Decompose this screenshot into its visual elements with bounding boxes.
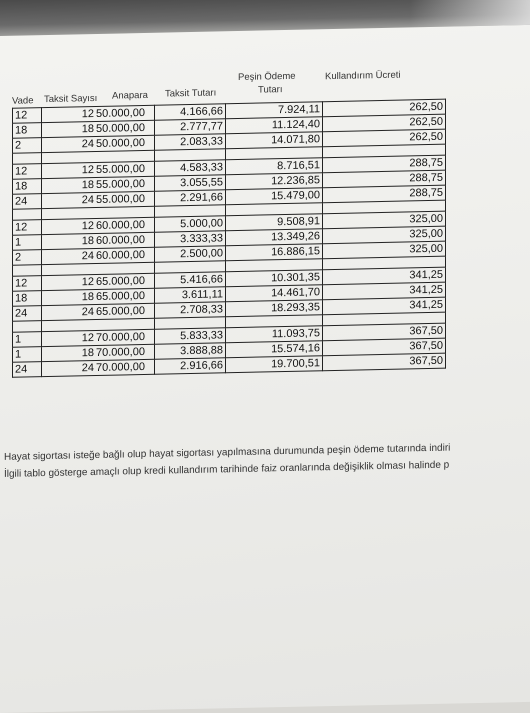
- anapara-cell: 60.000,00: [96, 247, 155, 263]
- pesin-odeme-cell: 15.574,16: [226, 341, 323, 358]
- anapara-cell: 65.000,00: [96, 273, 155, 289]
- taksit-tutari-cell: 5.000,00: [155, 216, 226, 232]
- pesin-odeme-cell: 11.093,75: [226, 326, 323, 343]
- taksit-tutari-cell: 5.833,33: [155, 328, 226, 344]
- footer-note-line1: Hayat sigortası isteğe bağlı olup hayat sigortası yapılmasına durumunda peşin ödeme tutarında indiri: [4, 442, 451, 463]
- header-taksit-sayisi: Taksit Sayısı: [44, 92, 98, 106]
- taksit-sayisi-cell: 12: [42, 162, 97, 178]
- kullandirim-ucreti-cell: 325,00: [323, 241, 446, 259]
- taksit-sayisi-cell: 18: [42, 233, 97, 249]
- kullandirim-ucreti-cell: 262,50: [323, 99, 446, 117]
- rates-table-body: [13, 99, 446, 377]
- kullandirim-ucreti-cell: 341,25: [323, 297, 446, 315]
- taksit-tutari-cell: 5.416,66: [155, 272, 226, 288]
- taksit-tutari-cell: 2.708,33: [155, 302, 226, 318]
- vade-cell: 12: [13, 108, 42, 124]
- header-vade: Vade: [12, 95, 34, 107]
- anapara-cell: 55.000,00: [96, 161, 155, 177]
- vade-cell: 12: [13, 220, 42, 236]
- taksit-tutari-cell: 2.777,77: [155, 119, 226, 135]
- vade-cell: 24: [13, 362, 42, 378]
- anapara-cell: 70.000,00: [96, 344, 155, 360]
- anapara-cell: 70.000,00: [96, 329, 155, 345]
- kullandirim-ucreti-cell: 341,25: [323, 282, 446, 300]
- taksit-tutari-cell: 2.291,66: [155, 190, 226, 206]
- header-anapara: Anapara: [112, 89, 148, 102]
- anapara-cell: 60.000,00: [96, 217, 155, 233]
- kullandirim-ucreti-cell: 367,50: [323, 323, 446, 341]
- vade-cell: 2: [13, 138, 42, 154]
- taksit-tutari-cell: 2.500,00: [155, 246, 226, 262]
- vade-cell: 24: [13, 194, 42, 210]
- taksit-sayisi-cell: 24: [42, 304, 97, 320]
- kullandirim-ucreti-cell: 288,75: [323, 170, 446, 188]
- taksit-sayisi-cell: 24: [42, 136, 97, 152]
- pesin-odeme-cell: 10.301,35: [226, 270, 323, 287]
- taksit-tutari-cell: 2.083,33: [155, 134, 226, 150]
- kullandirim-ucreti-cell: 262,50: [323, 129, 446, 147]
- pesin-odeme-cell: 14.071,80: [226, 132, 323, 149]
- taksit-sayisi-cell: 12: [42, 218, 97, 234]
- vade-cell: 1: [13, 235, 42, 251]
- vade-cell: 18: [13, 291, 42, 307]
- anapara-cell: 50.000,00: [96, 135, 155, 151]
- dark-header-band: [0, 0, 530, 36]
- taksit-sayisi-cell: 12: [42, 106, 97, 122]
- pesin-odeme-cell: 19.700,51: [226, 356, 323, 373]
- kullandirim-ucreti-cell: 288,75: [323, 185, 446, 203]
- kullandirim-ucreti-cell: 367,50: [323, 338, 446, 356]
- vade-cell: 24: [13, 306, 42, 322]
- pesin-odeme-cell: 15.479,00: [226, 188, 323, 205]
- anapara-cell: 55.000,00: [96, 176, 155, 192]
- taksit-sayisi-cell: 24: [42, 248, 97, 264]
- header-pesin-line1: Peşin Ödeme: [238, 70, 296, 84]
- pesin-odeme-cell: 14.461,70: [226, 285, 323, 302]
- empty-cell: [13, 321, 42, 333]
- rates-table: [12, 99, 446, 378]
- anapara-cell: 65.000,00: [96, 303, 155, 319]
- pesin-odeme-cell: 13.349,26: [226, 229, 323, 246]
- vade-cell: 12: [13, 164, 42, 180]
- taksit-tutari-cell: 4.583,33: [155, 160, 226, 176]
- kullandirim-ucreti-cell: 288,75: [323, 155, 446, 173]
- taksit-tutari-cell: 3.611,11: [155, 287, 226, 303]
- pesin-odeme-cell: 8.716,51: [226, 158, 323, 175]
- taksit-sayisi-cell: 18: [42, 289, 97, 305]
- anapara-cell: 70.000,00: [96, 359, 155, 375]
- vade-cell: 1: [13, 347, 42, 363]
- kullandirim-ucreti-cell: 367,50: [323, 353, 446, 371]
- header-pesin-line2: Tutarı: [258, 84, 283, 96]
- anapara-cell: 65.000,00: [96, 288, 155, 304]
- anapara-cell: 60.000,00: [96, 232, 155, 248]
- anapara-cell: 50.000,00: [96, 105, 155, 121]
- vade-cell: 2: [13, 250, 42, 266]
- taksit-tutari-cell: 4.166,66: [155, 104, 226, 120]
- pesin-odeme-cell: 18.293,35: [226, 300, 323, 317]
- kullandirim-ucreti-cell: 262,50: [323, 114, 446, 132]
- pesin-odeme-cell: 12.236,85: [226, 173, 323, 190]
- pesin-odeme-cell: 16.886,15: [226, 244, 323, 261]
- taksit-tutari-cell: 2.916,66: [155, 358, 226, 374]
- vade-cell: 12: [13, 276, 42, 292]
- empty-cell: [13, 153, 42, 165]
- pesin-odeme-cell: 11.124,40: [226, 117, 323, 134]
- pesin-odeme-cell: 9.508,91: [226, 214, 323, 231]
- anapara-cell: 55.000,00: [96, 191, 155, 207]
- taksit-sayisi-cell: 18: [42, 345, 97, 361]
- taksit-sayisi-cell: 24: [42, 192, 97, 208]
- vade-cell: 18: [13, 179, 42, 195]
- anapara-cell: 50.000,00: [96, 120, 155, 136]
- taksit-tutari-cell: 3.055,55: [155, 175, 226, 191]
- taksit-sayisi-cell: 24: [42, 360, 97, 376]
- taksit-sayisi-cell: 18: [42, 121, 97, 137]
- footer-note-line2: İlgili tablo gösterge amaçlı olup kredi kullandırım tarihinde faiz oranlarında değişiklik olması halinde p: [4, 459, 450, 480]
- taksit-sayisi-cell: 12: [42, 330, 97, 346]
- empty-cell: [13, 265, 42, 277]
- empty-cell: [13, 209, 42, 221]
- taksit-sayisi-cell: 18: [42, 177, 97, 193]
- kullandirim-ucreti-cell: 325,00: [323, 211, 446, 229]
- kullandirim-ucreti-cell: 341,25: [323, 267, 446, 285]
- kullandirim-ucreti-cell: 325,00: [323, 226, 446, 244]
- taksit-tutari-cell: 3.333,33: [155, 231, 226, 247]
- header-taksit-tutari: Taksit Tutarı: [165, 87, 217, 100]
- vade-cell: 18: [13, 123, 42, 139]
- taksit-tutari-cell: 3.888,88: [155, 343, 226, 359]
- header-kullandirim: Kullandırım Ücreti: [325, 69, 401, 83]
- taksit-sayisi-cell: 12: [42, 274, 97, 290]
- pesin-odeme-cell: 7.924,11: [226, 102, 323, 119]
- vade-cell: 1: [13, 332, 42, 348]
